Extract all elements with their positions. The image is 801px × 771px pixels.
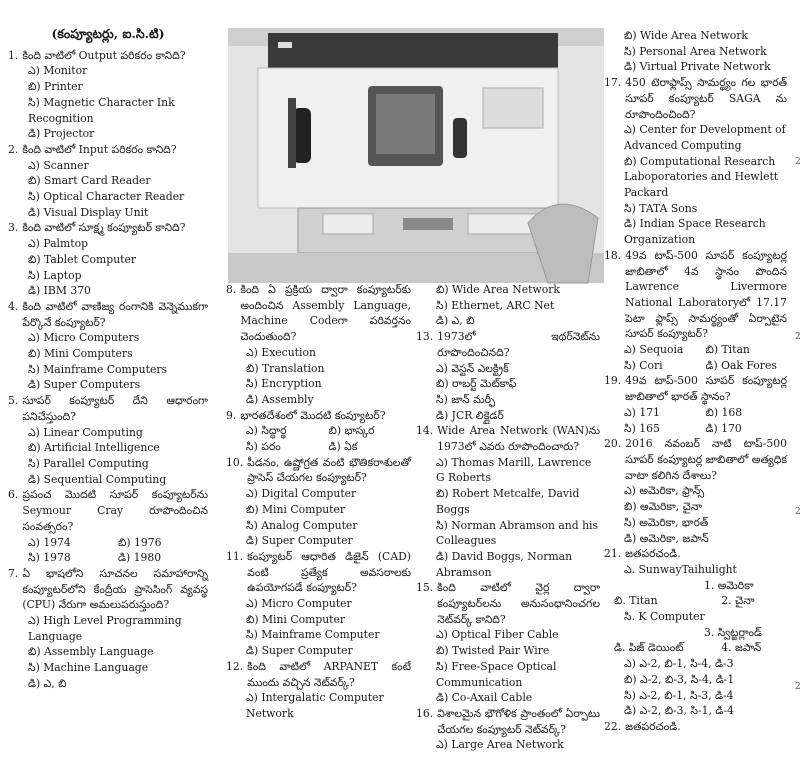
answer-option: బి) Mini Computer (246, 612, 346, 626)
answer-option: ఎ) 171 (624, 405, 660, 419)
question-number: 4. (8, 299, 19, 313)
answer-option: బి) Smart Card Reader (28, 174, 151, 188)
question (8, 393, 208, 424)
answer-option: బి) ఎ-2, బి-3, సి-4, డి-1 (624, 672, 735, 686)
question-number: 9. (226, 408, 237, 422)
answer-option: డి) IBM 370 (28, 284, 91, 298)
answer-option: సి) Mainframe Computer (246, 628, 380, 642)
answer-option-pair (226, 439, 411, 455)
match-item-right: 2. చైనా (721, 594, 755, 608)
question-number: 6. (8, 488, 19, 502)
answer-option: డి) Super Computer (246, 644, 353, 658)
answer-option: ఎ) High Level Programming Language (28, 614, 182, 643)
answer-option: బి) రాబర్ట్ మెట్‌కాఫ్ (436, 377, 517, 391)
answer-option: బి) అమెరికా, చైనా (624, 500, 703, 514)
column-4 (604, 28, 787, 735)
question-number: 20. (604, 437, 622, 451)
answer-option: డి) 1980 (118, 551, 162, 565)
column-1-body (8, 48, 208, 692)
answer-option: బి) Mini Computer (246, 502, 346, 516)
answer-option-pair (8, 535, 208, 551)
answer-option-pair (604, 358, 787, 374)
question-text: కింది వాటిలో వైర్ల ద్వారా కంప్యూటర్‌లను అనుసంధానించగల నెట్‌వర్క్ కానిది? (437, 581, 600, 626)
answer-option: డి) Oak Fores (705, 358, 777, 372)
question-text: పీడనం, ఉష్ణోగ్రత వంటి భౌతికరాశులతో ప్రాసెస్ చేయగల కంప్యూటర్? (247, 455, 411, 485)
question (8, 487, 208, 534)
answer-option: సి) పరం (246, 440, 281, 454)
question-text: 2016 నవంబర్ నాటి టాప్-500 సూపర్ కంప్యూటర్ల జాబితాలో అత్యధిక వాటా కలిగిన దేశాలు? (625, 437, 787, 482)
match-row (604, 640, 787, 656)
answer-option: డి) అమెరికా, జపాన్ (624, 531, 709, 545)
question-text: 450 టెరాఫ్లాప్స్ సామర్థ్యం గల భారత్ సూపర్ కంప్యూటర్ SAGA ను రూపొందించింది? (625, 76, 787, 121)
answer-option: డి) 170 (705, 421, 742, 435)
answer-option-pair (226, 423, 411, 439)
question-text: సూపర్ కంప్యూటర్ దేని ఆధారంగా పనిచేస్తుంది? (22, 394, 208, 423)
answer-option: డి) Indian Space Research Organization (624, 217, 766, 247)
answer-option-pair (604, 342, 787, 358)
answer-option: సి) Optical Character Reader (28, 190, 185, 204)
answer-option: బి) Robert Metcalfe, David Boggs (436, 487, 580, 516)
question-text: Wide Area Network (WAN)ను 1973లో ఎవరు రూపొందించారు? (437, 424, 600, 454)
answer-option: సి) Parallel Computing (28, 456, 149, 470)
match-item-right: 3. స్విట్జర్లాండ్ (704, 625, 762, 639)
question (416, 706, 600, 737)
answer-option: డి) Virtual Private Network (624, 60, 771, 74)
question-number: 3. (8, 221, 19, 235)
answer-option: సి) Laptop (28, 268, 82, 282)
question-text: కింది వాటిలో Input పరికరం కానిది? (22, 142, 177, 156)
answer-option: డి) Assembly (246, 392, 314, 406)
answer-option: సి) అమెరికా, భారత్ (624, 515, 709, 529)
question-number: 17. (604, 76, 622, 90)
question-text: కింది వాటిలో వాణిజ్య రంగానికి వెన్నెముకగా పేర్కొనే కంప్యూటర్? (22, 299, 208, 329)
answer-option: డి) ఎ, బి (436, 314, 475, 328)
answer-option: బి) Tablet Computer (28, 252, 137, 266)
answer-option: సి) Norman Abramson and his Colleagues (436, 518, 599, 548)
answer-option: ఎ) Linear Computing (28, 425, 143, 439)
answer-option: ఎ) Intergalatic Computer Network (246, 691, 384, 720)
column-1 (8, 22, 208, 692)
answer-option: బి) Assembly Language (28, 645, 154, 659)
match-item-right: 1. అమెరికా (704, 578, 754, 592)
question (8, 220, 208, 236)
question (226, 659, 411, 690)
answer-option: ఎ) ఎ-2, బి-1, సి-4, డి-3 (624, 657, 734, 671)
question-number: 7. (8, 566, 19, 580)
answer-option: సి) TATA Sons (624, 201, 698, 215)
match-item-left: సి. K Computer (624, 610, 705, 624)
answer-option: సి) ఎ-2, బి-1, సి-3, డి-4 (624, 688, 734, 702)
question-number: 19. (604, 374, 622, 388)
question (604, 719, 787, 735)
question (604, 546, 787, 562)
answer-option: ఎ) Center for Development of Advanced Computing (624, 123, 786, 152)
question (416, 329, 600, 360)
question-number: 18. (604, 248, 622, 262)
answer-option: డి) Visual Display Unit (28, 205, 149, 219)
answer-option: సి) జాన్ మర్ఫీ (436, 392, 496, 406)
question-text: కంప్యూటర్ ఆధారిత డిజైన్ (CAD) వంటి ప్రత్యేక అవసరాలకు ఉపయోగపడే కంప్యూటర్? (247, 549, 411, 595)
answer-option: ఎ) Optical Fiber Cable (436, 628, 559, 642)
edge-number: 2 (795, 682, 801, 692)
answer-option-pair (604, 421, 787, 437)
edge-number: 2 (795, 157, 801, 167)
answer-option: సి) 1978 (28, 551, 71, 565)
question-text: 49వ టాప్-500 సూపర్ కంప్యూటర్ల జాబితాలో భారత్ స్థానం? (625, 374, 787, 404)
column-3 (416, 282, 600, 753)
answer-option: డి) Super Computer (246, 534, 353, 548)
answer-option: బి) Wide Area Network (624, 29, 748, 42)
column-3-body (416, 282, 600, 753)
answer-option: ఎ) Monitor (28, 64, 88, 78)
question-number: 15. (416, 581, 434, 595)
question-text: భారతదేశంలో మొదటి కంప్యూటర్? (240, 408, 386, 422)
answer-option: ఎ) Digital Computer (246, 487, 357, 501)
answer-option: బి) Translation (246, 361, 325, 375)
question-text: కింది వాటిలో సూక్ష్మ కంప్యూటర్ కానిది? (22, 221, 186, 235)
question-text: జతపరచండి. (625, 547, 681, 561)
answer-option: ఎ) వెస్టన్ ఎలక్ట్రిక్ (436, 361, 509, 375)
match-item-right: 4. జపాన్ (721, 641, 762, 655)
answer-option: సి) Cori (624, 358, 663, 372)
answer-option: సి) Magnetic Character Ink Recognition (28, 95, 175, 125)
question (226, 282, 411, 345)
question-text: జతపరచండి. (625, 719, 681, 733)
answer-option: ఎ) Scanner (28, 158, 89, 172)
answer-option: డి) ఏక (328, 440, 358, 454)
question-number: 10. (226, 455, 244, 469)
question (604, 75, 787, 122)
answer-option: బి) Computational Research Laboporatories and Hewlett Packard (624, 154, 779, 200)
answer-option: సి) Analog Computer (246, 518, 358, 532)
match-item-left: బి. Titan (614, 594, 658, 608)
answer-option: సి) Personal Area Network (624, 44, 767, 58)
question-text: 1973లో ఇథర్‌నెట్‌ను రూపొందించినది? (437, 330, 600, 359)
question-text: ప్రపంచ మొదటి సూపర్ కంప్యూటర్‌ను Seymour Cray రూపొందించిన సంవత్సరం? (22, 488, 208, 533)
question-text: కింది ఏ ప్రక్రియ ద్వారా కంప్యూటర్‌కు అందించిన Assembly Language, Machine Codeగా పరివర్తనం చెందుతుంది? (240, 283, 411, 344)
question-number: 5. (8, 394, 19, 408)
answer-option: ఎ) సిద్ధార్థ (246, 424, 287, 438)
answer-option: డి) JCR లిక్లైడర్ (436, 408, 504, 422)
answer-option-pair (604, 405, 787, 421)
answer-option: సి) Encryption (246, 377, 322, 391)
answer-option: ఎ) Execution (246, 345, 316, 359)
computer-terminal-icon (228, 28, 604, 283)
column-2-body (226, 282, 411, 722)
answer-option: సి) Machine Language (28, 661, 149, 675)
question-number: 16. (416, 706, 434, 720)
answer-option: డి) ఎ-2, బి-3, సి-1, డి-4 (624, 704, 734, 718)
column-2 (226, 282, 411, 722)
answer-option: సి) Ethernet, ARC Net (436, 298, 555, 312)
answer-option: డి) David Boggs, Norman Abramson (436, 549, 573, 579)
answer-option: ఎ) Large Area Network (436, 738, 564, 752)
answer-option: ఎ) Palmtop (28, 237, 88, 251)
answer-option: డి) ఎ, బి (28, 676, 67, 690)
question-number: 11. (226, 549, 244, 563)
question-number: 21. (604, 547, 622, 561)
question-number: 8. (226, 283, 237, 296)
question-text: 49వ టాప్-500 సూపర్ కంప్యూటర్ల జాబితాలో 4వ స్థానం పొందిన Lawrence Livermore National Laboratoryలో 17.17 పెటా ఫ్లాప్స్ సామర్థ్యంతో ఏర్పాటైన సూపర్ కంప్యూటర్? (625, 248, 787, 341)
answer-option: సి) 165 (624, 421, 660, 435)
mainframe-computer-photo (228, 28, 604, 283)
question-number: 12. (226, 659, 244, 673)
question (604, 248, 787, 342)
answer-option: డి) Super Computers (28, 378, 141, 392)
answer-option: బి) Wide Area Network (436, 283, 560, 296)
answer-option: సి) Mainframe Computers (28, 362, 168, 376)
question (604, 436, 787, 483)
answer-option: బి) Titan (705, 343, 750, 357)
question (8, 299, 208, 330)
answer-option: ఎ) Micro Computers (28, 331, 140, 345)
answer-option: బి) Artificial Intelligence (28, 441, 160, 455)
answer-option: ఎ) Thomas Marill, Lawrence G Roberts (436, 455, 592, 485)
question (226, 455, 411, 486)
question-text: విశాలమైన భౌగోళిక ప్రాంతంలో ఏర్పాటు చేయగల కంప్యూటర్ నెట్‌వర్క్? (437, 706, 600, 736)
answer-option: బి) Printer (28, 80, 83, 94)
question (8, 566, 208, 613)
answer-option: బి) Twisted Pair Wire (436, 644, 550, 658)
answer-option: ఎ) Micro Computer (246, 597, 352, 611)
question-number: 1. (8, 48, 19, 62)
column-4-body (604, 28, 787, 735)
answer-option: బి) భాస్కర (328, 424, 375, 438)
answer-option: సి) Free-Space Optical Communication (436, 659, 557, 689)
answer-option-pair (8, 550, 208, 566)
answer-option: డి) Co-Axail Cable (436, 691, 533, 705)
answer-option: బి) 168 (705, 405, 743, 419)
edge-number: 2 (795, 507, 801, 517)
question-number: 14. (416, 424, 434, 438)
match-row (604, 593, 787, 609)
question (416, 580, 600, 627)
answer-option: బి) 1976 (118, 535, 162, 549)
question (8, 142, 208, 158)
question-text: కింది వాటిలో ARPANET కంటే ముందు వచ్చిన నెట్‌వర్క్? (247, 659, 411, 689)
match-item-left: ఎ. SunwayTaihulight (624, 562, 737, 576)
question-number: 13. (416, 330, 434, 344)
match-item-left: డి. పిజ్ డెయింట్ (614, 641, 684, 655)
answer-option: డి) Projector (28, 127, 95, 141)
answer-option: ఎ) 1974 (28, 535, 71, 549)
question-number: 22. (604, 719, 622, 733)
question (416, 423, 600, 454)
question-text: ఏ భాషలోని సూచనల సమాహారాన్ని కంప్యూటర్‌లోని కేంద్రీయ ప్రాసెసింగ్ వ్యవస్థ (CPU) నేరుగా అమలుపరుస్తుంది? (22, 566, 208, 612)
answer-option: ఎ) Sequoia (624, 343, 684, 357)
question-number: 2. (8, 142, 19, 156)
question (226, 408, 411, 424)
answer-option: ఎ) అమెరికా, ఫ్రాన్స్ (624, 484, 705, 498)
question (226, 549, 411, 596)
question (8, 48, 208, 64)
question-text: కింది వాటిలో Output పరికరం కానిది? (22, 48, 186, 62)
section-title: (కంప్యూటర్లు, ఐ.సి.టి) (51, 26, 165, 41)
answer-option: బి) Mini Computers (28, 347, 133, 361)
edge-number: 2 (795, 332, 801, 342)
answer-option: డి) Sequential Computing (28, 472, 167, 486)
question (604, 373, 787, 404)
